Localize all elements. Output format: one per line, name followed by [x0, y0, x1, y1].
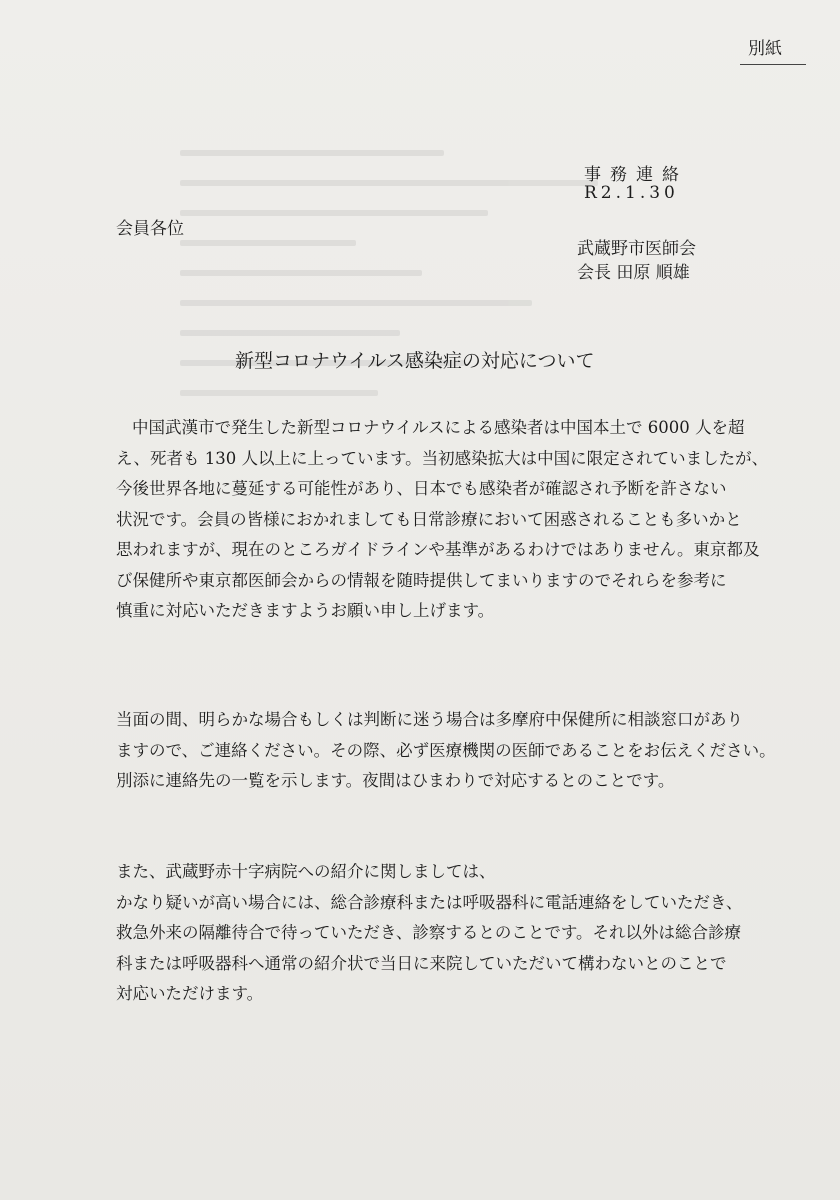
paragraph-situation: [116, 413, 769, 627]
paragraph-line: ますので、ご連絡ください。その際、必ず医療機関の医師であることをお伝えください。: [116, 740, 776, 760]
paragraph-line: 別添に連絡先の一覧を示します。夜間はひまわりで対応するとのことです。: [116, 771, 675, 790]
sender-organization: 武蔵野市医師会: [577, 239, 696, 259]
paragraph-line: び保健所や東京都医師会からの情報を随時提供してまいりますのでそれらを参考に: [116, 570, 727, 590]
paragraph-consultation: [116, 705, 776, 797]
paragraph-referral: [116, 857, 743, 1010]
paragraph-line: かなり疑いが高い場合には、総合診療科または呼吸器科に電話連絡をしていただき、: [116, 892, 743, 912]
sender-president: 会長 田原 順雄: [577, 263, 690, 283]
paragraph-line: 当面の間、明らかな場合もしくは判断に迷う場合は多摩府中保健所に相談窓口があり: [116, 710, 743, 729]
memo-type: 事務連絡: [584, 165, 688, 185]
paragraph-line: 思われますが、現在のところガイドラインや基準があるわけではありません。東京都及: [116, 540, 760, 559]
paragraph-line: また、武蔵野赤十字病院への紹介に関しましては、: [116, 862, 496, 881]
recipient: 会員各位: [116, 219, 184, 239]
paragraph-line: 慎重に対応いただきますようお願い申し上げます。: [116, 601, 495, 620]
paragraph-line: え、死者も 130 人以上に上っています。当初感染拡大は中国に限定されていましたが、: [116, 448, 769, 468]
document-title: 新型コロナウイルス感染症の対応について: [235, 350, 595, 372]
memo-date: R2.1.30: [584, 183, 679, 203]
paragraph-line: 科または呼吸器科へ通常の紹介状で当日に来院していただいて構わないとのことで: [116, 953, 727, 973]
paragraph-line: 状況です。会員の皆様におかれましても日常診療において困惑されることも多いかと: [116, 509, 742, 529]
attachment-underline: [740, 64, 806, 65]
paragraph-line: 対応いただけます。: [116, 984, 264, 1003]
paragraph-line: 救急外来の隔離待合で待っていただき、診察するとのことです。それ以外は総合診療: [116, 923, 742, 942]
paragraph-line: 中国武漢市で発生した新型コロナウイルスによる感染者は中国本土で 6000 人を超: [132, 418, 745, 437]
attachment-label: 別紙: [748, 39, 782, 59]
paragraph-line: 今後世界各地に蔓延する可能性があり、日本でも感染者が確認され予断を許さない: [116, 479, 727, 498]
